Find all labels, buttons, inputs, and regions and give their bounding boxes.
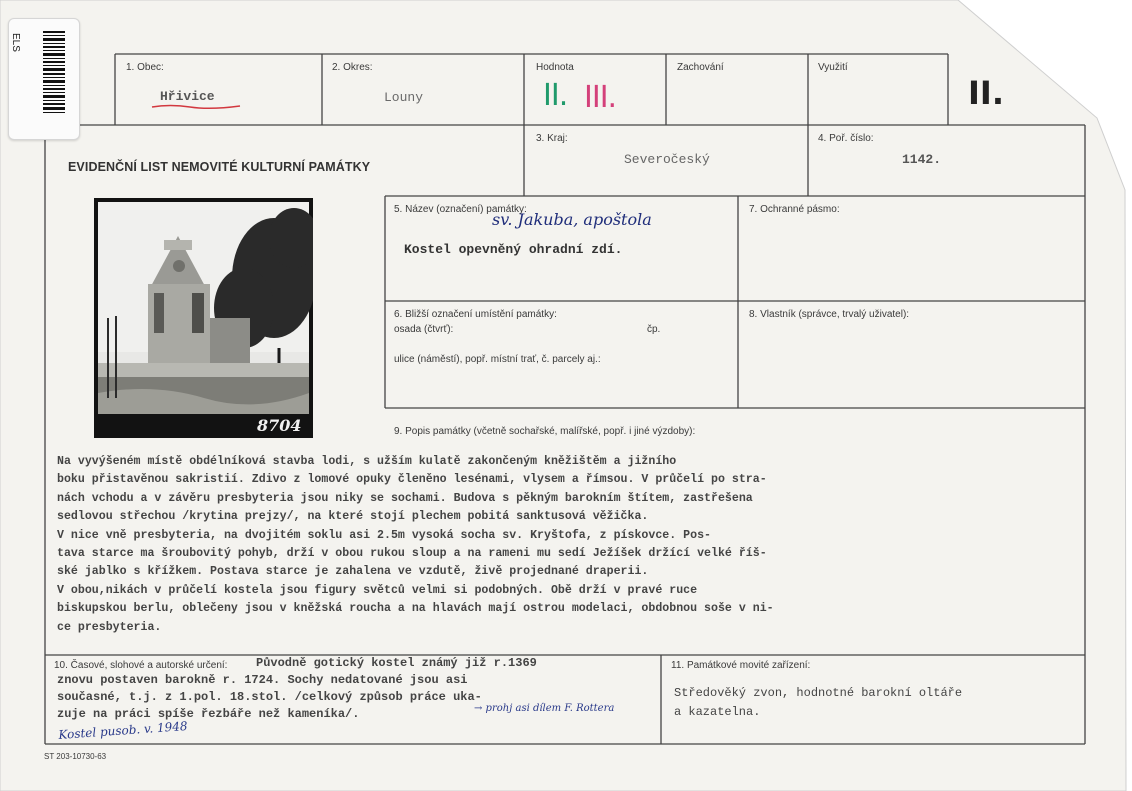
- popis-label: 9. Popis památky (včetně sochařské, malířské, popř. i jiné výzdoby):: [394, 426, 696, 437]
- form-title: EVIDENČNÍ LIST NEMOVITÉ KULTURNÍ PAMÁTKY: [68, 160, 371, 174]
- hodnota-red: III.: [584, 80, 617, 115]
- popis-line: biskupskou berlu, oblečeny jsou v kněžská roucha a na hlavách mají ostrou modelaci, obdobnou soše v ni-: [57, 602, 774, 616]
- popis-line: Na vyvýšeném místě obdélníková stavba lodi, s užším kulatě zakončeným kněžištěm a jižního: [57, 455, 677, 468]
- nazev-label: 5. Název (označení) památky:: [394, 204, 527, 215]
- movite-line: Středověký zvon, hodnotné barokní oltáře: [674, 686, 963, 700]
- casove-label: 10. Časové, slohové a autorské určení:: [54, 660, 228, 671]
- casove-line: znovu postaven barokně r. 1724. Sochy nedatované jsou asi: [57, 673, 468, 687]
- casove-handwritten-note: → prohj asi dílem F. Rottera: [474, 703, 615, 714]
- cislo-label: 4. Poř. číslo:: [818, 133, 874, 144]
- vyuziti-label: Využití: [818, 62, 848, 73]
- osada-label: osada (čtvrť):: [394, 324, 454, 335]
- popis-line: boku přistavěnou sakristií. Zdivo z lomové opuky členěno lesénami, vlysem a římsou. V průčelí po stra-: [57, 473, 767, 487]
- popis-line: tava starce ma šroubovitý pohyb, drží v obou rukou sloup a na rameni mu sedí Ježíšek držící velké říš-: [57, 547, 767, 561]
- casove-first-line: Původně gotický kostel známý již r.1369: [256, 656, 537, 670]
- movite-line: a kazatelna.: [674, 705, 761, 719]
- okres-label: 2. Okres:: [332, 62, 373, 73]
- popis-line: ce presbyteria.: [57, 620, 162, 634]
- popis-text: [57, 453, 1087, 637]
- kraj-label: 3. Kraj:: [536, 133, 568, 144]
- casove-line: zuje na práci spíše řezbáře než kameníka/.: [57, 707, 360, 721]
- form-code: ST 203-10730-63: [44, 752, 107, 761]
- cislo-value: 1142.: [902, 152, 942, 167]
- nazev-value: Kostel opevněný ohradní zdí.: [404, 242, 623, 257]
- popis-line: ské jablko s křížkem. Postava starce je zahalena ve vzdutě, živě projednané draperii.: [57, 565, 649, 579]
- hodnota-label: Hodnota: [536, 62, 574, 73]
- obec-underline: [150, 103, 245, 111]
- zachovani-label: Zachování: [677, 62, 724, 73]
- okres-value: Louny: [384, 90, 424, 105]
- barcode-tag: [8, 18, 80, 140]
- church-photo-image: [94, 198, 313, 438]
- monument-photo: [94, 198, 313, 438]
- vlastnik-label: 8. Vlastník (správce, trvalý uživatel):: [749, 309, 910, 320]
- photo-number: 8704: [257, 416, 302, 435]
- movite-label: 11. Památkové movité zařízení:: [671, 660, 811, 671]
- casove-line: současné, t.j. z 1.pol. 18.stol. /celkový způsob práce uka-: [57, 690, 482, 704]
- kraj-value: Severočeský: [624, 152, 710, 167]
- ulice-label: ulice (náměstí), popř. místní trať, č. parcely aj.:: [394, 354, 601, 365]
- corner-mark: II.: [968, 74, 1004, 112]
- popis-line: V obou,nikách v průčelí kostela jsou figury světců velmi si podobných. Obě drží v pravé ruce: [57, 583, 698, 597]
- popis-line: nách vchodu a v závěru presbyteria jsou niky se sochami. Budova s pěkným barokním štítem, zastřešena: [57, 491, 753, 505]
- popis-line: V nice vně presbyteria, na dvojitém soklu asi 2.5m vysoká socha sv. Kryštofa, z pískovce. Pos-: [57, 528, 711, 542]
- hodnota-green: II.: [543, 78, 568, 113]
- cp-label: čp.: [647, 324, 661, 335]
- barcode-label: ELS: [10, 33, 21, 52]
- ochranne-pasmo-label: 7. Ochranné pásmo:: [749, 204, 840, 215]
- nazev-handwritten: sv. Jakuba, apoštola: [492, 210, 652, 229]
- blizsi-label: 6. Bližší označení umístění památky:: [394, 309, 557, 320]
- obec-label: 1. Obec:: [126, 62, 164, 73]
- casove-handwritten-bottom: Kostel pusob. v. 1948: [58, 718, 188, 742]
- obec-value: Hřivice: [160, 89, 215, 104]
- popis-line: sedlovou střechou /krytina prejzy/, na které stojí plechem pobitá sanktusová věžička.: [57, 510, 649, 524]
